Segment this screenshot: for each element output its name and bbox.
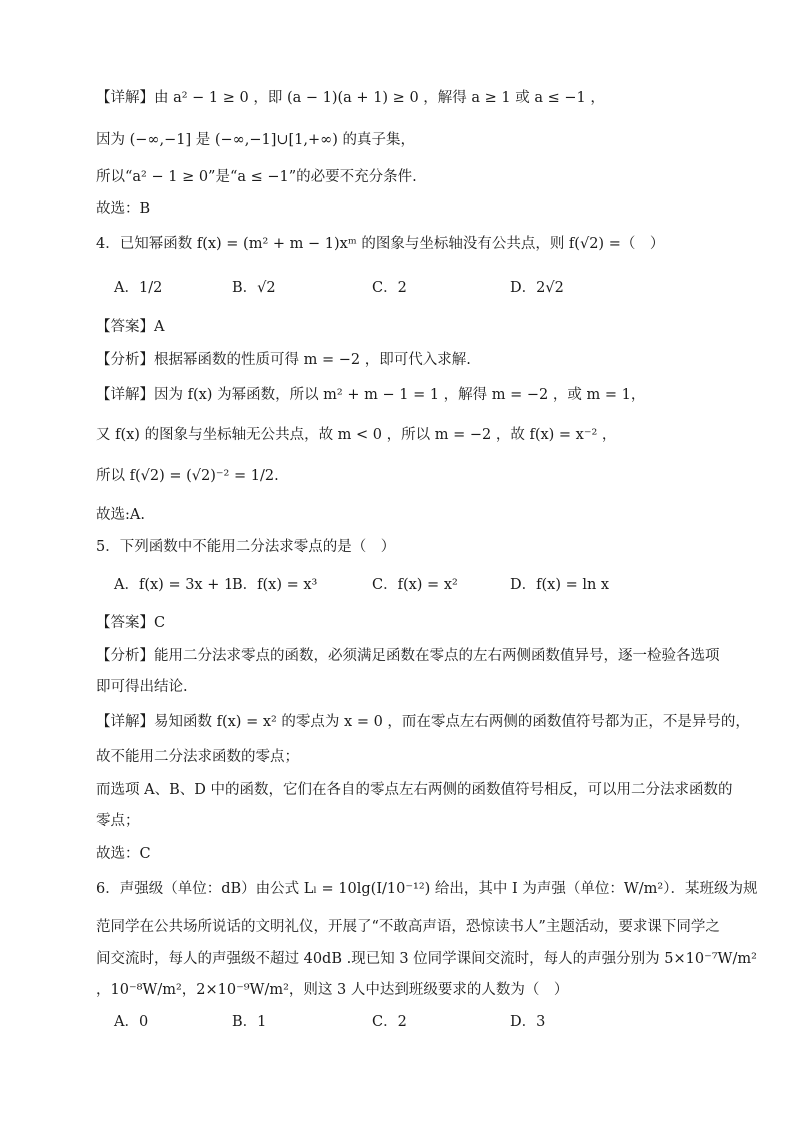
q5-option-c: C．f(x) = x² bbox=[372, 577, 458, 593]
detail-line-2: 因为 (−∞,−1] 是 (−∞,−1]∪[1,+∞) 的真子集， bbox=[96, 132, 416, 148]
q5-option-d: D．f(x) = ln x bbox=[510, 577, 610, 593]
q6-option-c: C．2 bbox=[372, 1014, 407, 1030]
q5-detail-4: 零点； bbox=[96, 813, 140, 829]
question-5: 5．下列函数中不能用二分法求零点的是（ ） bbox=[96, 539, 396, 555]
question-4-options bbox=[114, 273, 714, 303]
q5-detail-2: 故不能用二分法求函数的零点； bbox=[96, 749, 299, 765]
q4-option-d: D．2√2 bbox=[510, 280, 564, 296]
choice-line: 故选：B bbox=[96, 201, 151, 217]
q5-detail-3: 而选项 A、B、D 中的函数，它们在各自的零点左右两侧的函数值符号相反，可以用二分法求函数的 bbox=[96, 782, 733, 798]
q5-detail-1: 【详解】易知函数 f(x) = x² 的零点为 x = 0 ，而在零点左右两侧的函数值符号都为正，不是异号的， bbox=[96, 714, 750, 730]
q4-choice: 故选:A. bbox=[96, 507, 145, 523]
q5-answer: 【答案】C bbox=[96, 615, 166, 631]
q4-answer: 【答案】A bbox=[96, 319, 165, 335]
detail-line-1: 【详解】由 a² − 1 ≥ 0 ，即 (a − 1)(a + 1) ≥ 0 ，解得 a ≥ 1 或 a ≤ −1 ， bbox=[96, 90, 605, 106]
q4-detail-1: 【详解】因为 f(x) 为幂函数，所以 m² + m − 1 = 1 ，解得 m = −2 ，或 m = 1， bbox=[96, 387, 646, 403]
q6-option-b: B．1 bbox=[232, 1014, 267, 1030]
q4-option-a: A．1/2 bbox=[114, 280, 163, 296]
question-6-line-1: 6．声强级（单位：dB）由公式 Lₗ = 10lg(I/10⁻¹²) 给出，其中 I 为声强（单位：W/m²）．某班级为规 bbox=[96, 881, 758, 897]
q5-choice: 故选：C bbox=[96, 846, 151, 862]
question-4: 4．已知幂函数 f(x) = (m² + m − 1)xᵐ 的图象与坐标轴没有公共点，则 f(√2) =（ ） bbox=[96, 236, 665, 252]
detail-line-3: 所以“a² − 1 ≥ 0”是“a ≤ −1”的必要不充分条件. bbox=[96, 169, 417, 185]
q4-option-c: C．2 bbox=[372, 280, 407, 296]
q5-analysis-2: 即可得出结论. bbox=[96, 679, 188, 695]
q4-analysis: 【分析】根据幂函数的性质可得 m = −2 ，即可代入求解. bbox=[96, 352, 471, 368]
q4-detail-2: 又 f(x) 的图象与坐标轴无公共点，故 m < 0 ，所以 m = −2 ，故 f(x) = x⁻² ， bbox=[96, 427, 617, 443]
question-5-options bbox=[114, 570, 714, 600]
q5-analysis-1: 【分析】能用二分法求零点的函数，必须满足函数在零点的左右两侧函数值异号，逐一检验各选项 bbox=[96, 648, 720, 664]
q6-option-d: D．3 bbox=[510, 1014, 546, 1030]
question-6-line-4: ，10⁻⁸W/m²，2×10⁻⁹W/m²，则这 3 人中达到班级要求的人数为（ ） bbox=[96, 982, 569, 998]
question-6-options bbox=[114, 1007, 714, 1037]
q5-option-b: B．f(x) = x³ bbox=[232, 577, 318, 593]
q4-option-b: B．√2 bbox=[232, 280, 276, 296]
q5-option-a: A．f(x) = 3x + 1 bbox=[114, 577, 234, 593]
question-6-line-2: 范同学在公共场所说话的文明礼仪，开展了“不敢高声语，恐惊读书人”主题活动，要求课下同学之 bbox=[96, 919, 720, 935]
q6-option-a: A．0 bbox=[114, 1014, 149, 1030]
question-6-line-3: 间交流时，每人的声强级不超过 40dB .现已知 3 位同学课间交流时，每人的声强分别为 5×10⁻⁷W/m² bbox=[96, 951, 757, 967]
q4-detail-3: 所以 f(√2) = (√2)⁻² = 1/2. bbox=[96, 468, 279, 484]
